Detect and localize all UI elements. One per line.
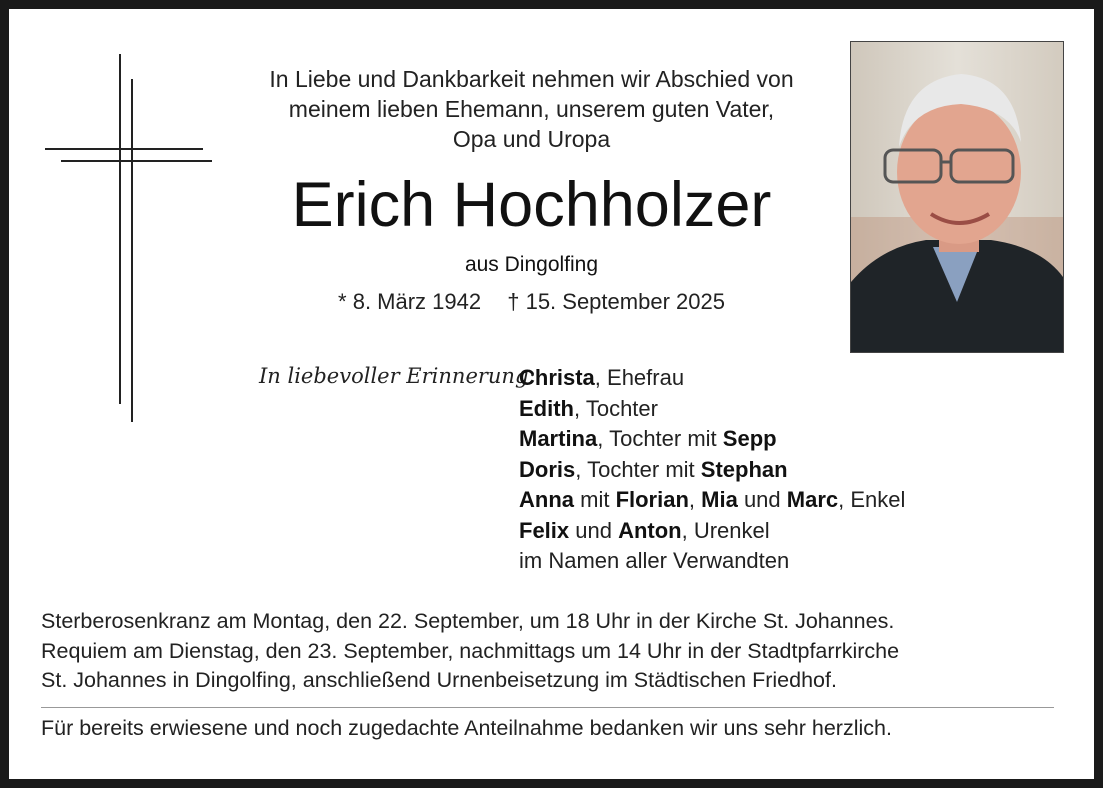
memorial-label: In liebevoller Erinnerung: (259, 364, 536, 388)
divider (41, 707, 1054, 708)
family-list (519, 363, 905, 577)
list-item: Felix und Anton, Urenkel (519, 517, 770, 543)
deceased-name: Erich Hochholzer (291, 170, 772, 240)
life-dates (309, 289, 754, 315)
list-item: Edith, Tochter (519, 395, 658, 421)
death-date: † 15. September 2025 (507, 289, 725, 314)
deceased-origin: aus Dingolfing (464, 253, 599, 276)
obituary-card (9, 9, 1094, 779)
service-info: Sterberosenkranz am Montag, den 22. September, um 18 Uhr in der Kirche St. Johannes. Requiem am Dienstag, den 23. September, nachmittags um 14 Uhr in der Stadtpfarrkirche St. Johannes in Dingolfing, anschließend Urnenbeisetzung im Städtischen Friedhof. (41, 609, 900, 692)
list-item: Christa, Ehefrau (519, 365, 685, 390)
list-item: Anna mit Florian, Mia und Marc, Enkel (519, 487, 906, 512)
thanks-text: Für bereits erwiesene und noch zugedachte Anteilnahme bedanken wir uns sehr herzlich. (41, 716, 892, 740)
list-item: Doris, Tochter mit Stephan (519, 456, 788, 482)
portrait-photo (850, 41, 1064, 353)
birth-date: * 8. März 1942 (338, 289, 482, 314)
list-item: Martina, Tochter mit Sepp (519, 426, 777, 451)
intro-text: In Liebe und Dankbarkeit nehmen wir Abschied von meinem lieben Ehemann, unserem guten Vater, Opa und Uropa (269, 66, 794, 152)
list-item: im Namen aller Verwandten (519, 548, 790, 573)
